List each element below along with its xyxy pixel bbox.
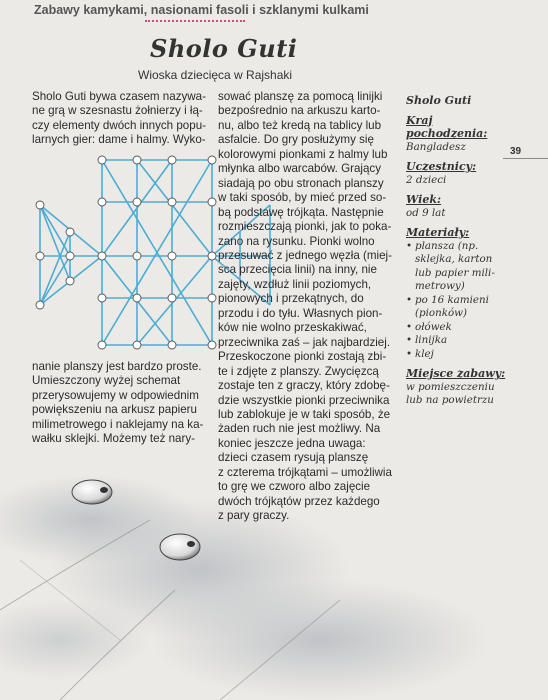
list-item: • klej <box>406 347 434 360</box>
text-line: sca przecięcia linii) na inny, nie <box>218 263 377 277</box>
text-line: zano na rysunku. Pionki wolno <box>218 234 375 248</box>
players-value: 2 dzieci <box>406 173 447 186</box>
text-line: lub zablokuje je w taki sposób, że <box>218 407 391 421</box>
materials-label: Materiały: <box>406 226 470 239</box>
text-line: przeciwnika zaś – jak najbardziej. <box>218 335 391 349</box>
text-line: bą podstawę trójkąta. Następnie <box>218 205 384 219</box>
body-text-column-2 <box>218 90 398 524</box>
text-line: rozmieszczają pionki, jak to poka- <box>218 220 392 234</box>
sidebar-game-name: Sholo Guti <box>406 94 472 107</box>
page-tab-rule <box>503 158 548 159</box>
text-line: siadają po obu stronach planszy <box>218 176 384 190</box>
text-line: te i zdjęte z planszy. Zwycięzcą <box>218 364 379 378</box>
text-line: powiększeniu na arkusz papieru <box>32 403 197 417</box>
text-line: Sholo Guti bywa czasem nazywa- <box>32 90 206 103</box>
text-line: czy elementy dwóch innych popu- <box>32 118 206 132</box>
text-line: kolorowymi pionkami z halmy lub <box>218 147 388 161</box>
text-line: zostaje ten z graczy, który zdobę- <box>218 379 390 393</box>
page-title: Sholo Guti <box>150 34 298 63</box>
running-header: Zabawy kamykami, nasionami fasoli i szklanymi kulkami <box>34 3 369 17</box>
info-sidebar <box>406 94 510 408</box>
text-line: milimetrowego i naklejamy na ka- <box>32 417 204 431</box>
page-subtitle: Wioska dziecięca w Rajshaki <box>138 68 293 82</box>
players-label: Uczestnicy: <box>406 160 477 173</box>
list-item: • plansza (np. sklejka, karton lub papier mili-metrowy) <box>406 239 495 292</box>
text-line: larnych gier: dame i halmy. Wyko- <box>32 133 206 147</box>
origin-label: Kraj pochodzenia: <box>406 113 488 140</box>
text-line: bezpośrednio na arkuszu karto- <box>218 104 381 118</box>
materials-list <box>406 240 510 362</box>
text-line: Przeskoczone pionki zostają zbi- <box>218 350 387 364</box>
text-line: zajęty, wzdłuż linii poziomych, <box>218 277 372 291</box>
text-line: żaden ruch nie jest możliwy. Na <box>218 422 381 436</box>
text-line: sować planszę za pomocą linijki <box>218 90 383 103</box>
text-line: Umieszczony wyżej schemat <box>32 374 181 388</box>
text-line: przerysowujemy w odpowiednim <box>32 388 199 402</box>
text-line: pionowych i przekątnych, do <box>218 292 364 306</box>
text-line: nu, albo też kredą na tablicy lub <box>218 118 382 132</box>
list-item: • linijka <box>406 334 448 346</box>
body-text-column-1-bottom <box>32 360 206 447</box>
text-line: wałku sklejki. Możemy też nary- <box>32 432 195 446</box>
text-line: przodu i do tyłu. Własnych pion- <box>218 306 383 320</box>
text-line: dzie wszystkie pionki przeciwnika <box>218 393 390 407</box>
age-label: Wiek: <box>406 193 442 206</box>
body-text-column-1-top <box>32 90 206 148</box>
text-line: w taki sposób, by mieć przed so- <box>218 191 387 205</box>
place-value: w pomieszczeniu lub na powietrzu <box>406 380 495 406</box>
text-line: ków nie wolno przeskakiwać, <box>218 321 367 335</box>
list-item: • po 16 kamieni (pionków) <box>406 293 489 319</box>
text-line: koniec jeszcze jedna uwaga: <box>218 436 366 450</box>
place-label: Miejsce zabawy: <box>406 367 506 380</box>
text-line: ne grą w szesnastu żołnierzy i łą- <box>32 104 203 118</box>
text-line: nanie planszy jest bardzo proste. <box>32 360 202 373</box>
origin-value: Bangladesz <box>406 140 466 153</box>
text-line: młynka albo warcabów. Grający <box>218 162 382 176</box>
text-line: z czterema trójkątami – umożliwia <box>218 465 392 479</box>
text-line: asfalcie. Do gry posłużymy się <box>218 133 374 147</box>
text-line: dwóch trójkątów przez każdego <box>218 494 380 508</box>
page-number: 39 <box>510 146 522 157</box>
age-value: od 9 lat <box>406 206 446 219</box>
text-line: to grę we czworo albo zajęcie <box>218 480 371 494</box>
text-line: dzieci czasem rysują planszę <box>218 451 369 465</box>
text-line: przesuwać z jednego węzła (miej- <box>218 248 392 262</box>
text-line: z pary graczy. <box>218 509 290 523</box>
list-item: • ołówek <box>406 320 452 333</box>
